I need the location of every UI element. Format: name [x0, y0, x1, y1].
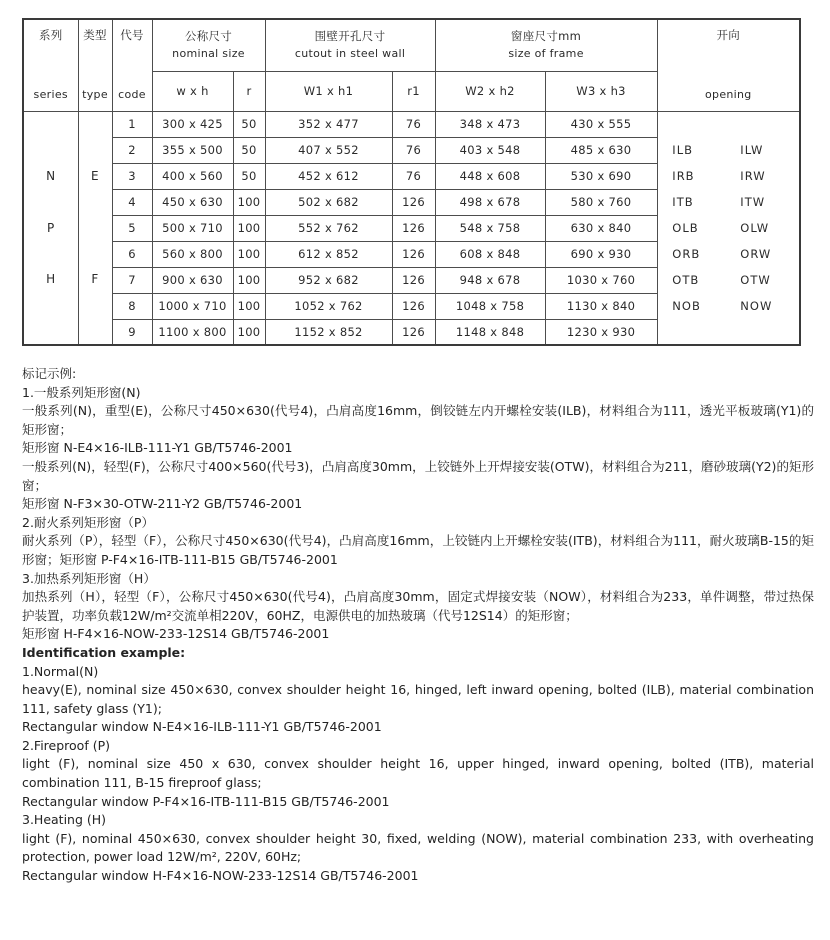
opening-codes-grid — [658, 137, 800, 319]
r1-cell: 126 — [392, 241, 435, 267]
wh-cell: 500 x 710 — [152, 215, 233, 241]
opening-code: IRW — [740, 168, 766, 183]
note-section-title: 3.加热系列矩形窗（H） — [22, 570, 156, 586]
wh-cell: 1000 x 710 — [152, 293, 233, 319]
subcol-w2h2: W2 x h2 — [435, 71, 545, 111]
r-cell: 100 — [233, 267, 265, 293]
notes-title-zh: 标记示例: — [22, 366, 77, 381]
r1-cell: 76 — [392, 163, 435, 189]
w2h2-cell: 548 x 758 — [435, 215, 545, 241]
w2h2-cell: 448 x 608 — [435, 163, 545, 189]
code-cell: 7 — [112, 267, 152, 293]
w3h3-cell: 580 x 760 — [545, 189, 657, 215]
note-line: 加热系列（H），轻型（F），公称尺寸450×630(代号4)，凸肩高度30mm，固定式焊接安装（NOW），材料组合为233，单件调整，带过热保护装置，功率负载12W/m²交流单相220V，60HZ，电源供电的加热玻璃（代号12S14）的矩形窗； — [22, 589, 814, 623]
opening-code: OTW — [740, 272, 771, 287]
series-n-label: N — [46, 169, 56, 184]
note-line: heavy(E), nominal size 450×630, convex shoulder height 16, hinged, left inward opening, bolted (ILB), material combination 111, safety glass (Y1); — [22, 682, 814, 716]
opening-code: ORW — [740, 246, 772, 261]
r-cell: 100 — [233, 215, 265, 241]
r-cell: 100 — [233, 189, 265, 215]
opening-codes-cell — [657, 111, 800, 345]
opening-code-row — [658, 215, 800, 241]
w1h1-cell: 1152 x 852 — [265, 319, 392, 345]
w1h1-cell: 407 x 552 — [265, 137, 392, 163]
note-line: 一般系列(N)，轻型(F)，公称尺寸400×560(代号3)，凸肩高度30mm，上铰链外上开焊接安装(OTW)，材料组合为211，磨砂玻璃(Y2)的矩形窗； — [22, 458, 814, 493]
opening-header-en: opening — [705, 87, 752, 101]
series-cell — [23, 111, 78, 345]
w3h3-cell: 1230 x 930 — [545, 319, 657, 345]
w2h2-cell: 1048 x 758 — [435, 293, 545, 319]
code-header-zh: 代号 — [120, 27, 144, 42]
opening-code: ILB — [672, 142, 693, 157]
note-line: light (F), nominal 450×630, convex shoulder height 30, fixed, welding (NOW), material combination 233, with overheating protection, power load 12W/m², 220V, 60Hz; — [22, 830, 814, 865]
subcol-wxh: w x h — [152, 71, 233, 111]
table-row — [23, 111, 800, 137]
note-section-title: 1.一般系列矩形窗(N) — [22, 384, 141, 400]
note-designation: Rectangular window N-E4×16-ILB-111-Y1 GB/T5746-2001 — [22, 719, 382, 735]
note-section-title: 2.Fireproof (P) — [22, 737, 110, 753]
nominal-header-zh: 公称尺寸 — [184, 29, 233, 44]
opening-code-row — [658, 163, 800, 189]
note-designation: 矩形窗 H-F4×16-NOW-233-12S14 GB/T5746-2001 — [22, 626, 330, 642]
type-header-zh: 类型 — [83, 27, 107, 42]
opening-code-row — [658, 267, 800, 293]
code-cell: 4 — [112, 189, 152, 215]
nominal-header-en: nominal size — [172, 47, 245, 61]
wh-cell: 300 x 425 — [152, 111, 233, 137]
note-designation: Rectangular window H-F4×16-NOW-233-12S14 GB/T5746-2001 — [22, 868, 419, 884]
col-header-nominal-size — [152, 19, 265, 71]
code-cell: 5 — [112, 215, 152, 241]
subcol-w3h3: W3 x h3 — [545, 71, 657, 111]
header-row-groups — [23, 19, 800, 71]
w3h3-cell: 1030 x 760 — [545, 267, 657, 293]
opening-code: OLB — [672, 220, 699, 235]
col-header-code — [112, 19, 152, 111]
r-cell: 50 — [233, 111, 265, 137]
w1h1-cell: 502 x 682 — [265, 189, 392, 215]
opening-code: OTB — [672, 272, 700, 287]
w3h3-cell: 485 x 630 — [545, 137, 657, 163]
opening-code: NOB — [672, 298, 701, 313]
code-cell: 2 — [112, 137, 152, 163]
opening-code-row — [658, 293, 800, 319]
r1-cell: 126 — [392, 293, 435, 319]
opening-code: ORB — [672, 246, 701, 261]
type-cell — [78, 111, 112, 345]
col-header-opening — [657, 19, 800, 111]
w3h3-cell: 1130 x 840 — [545, 293, 657, 319]
wh-cell: 450 x 630 — [152, 189, 233, 215]
subcol-r1: r1 — [392, 71, 435, 111]
frame-header-en: size of frame — [508, 47, 584, 61]
w2h2-cell: 948 x 678 — [435, 267, 545, 293]
series-header-en: series — [33, 87, 68, 101]
note-section-title: 3.Heating (H) — [22, 812, 107, 828]
notes-title-en: Identification example: — [22, 644, 186, 660]
col-header-series — [23, 19, 78, 111]
subcol-w1h1: W1 x h1 — [265, 71, 392, 111]
r1-cell: 126 — [392, 319, 435, 345]
w1h1-cell: 952 x 682 — [265, 267, 392, 293]
col-header-cutout — [265, 19, 435, 71]
opening-code-row — [658, 189, 800, 215]
note-designation: Rectangular window P-F4×16-ITB-111-B15 GB/T5746-2001 — [22, 793, 390, 809]
w3h3-cell: 630 x 840 — [545, 215, 657, 241]
note-designation: 矩形窗 N-F3×30-OTW-211-Y2 GB/T5746-2001 — [22, 496, 303, 512]
r-cell: 50 — [233, 163, 265, 189]
w1h1-cell: 452 x 612 — [265, 163, 392, 189]
w1h1-cell: 552 x 762 — [265, 215, 392, 241]
r1-cell: 126 — [392, 267, 435, 293]
frame-header-zh: 窗座尺寸mm — [510, 29, 582, 44]
note-line: 一般系列(N)，重型(E)，公称尺寸450×630(代号4)，凸肩高度16mm，倒铰链左内开螺栓安装(ILB)，材料组合为111，透光平板玻璃(Y1)的矩形窗； — [22, 403, 814, 437]
w1h1-cell: 352 x 477 — [265, 111, 392, 137]
note-section-title: 1.Normal(N) — [22, 663, 99, 679]
series-header-zh: 系列 — [38, 27, 63, 42]
wh-cell: 1100 x 800 — [152, 319, 233, 345]
w2h2-cell: 608 x 848 — [435, 241, 545, 267]
code-cell: 8 — [112, 293, 152, 319]
w3h3-cell: 530 x 690 — [545, 163, 657, 189]
type-f-label: F — [91, 272, 99, 287]
opening-code-row — [658, 241, 800, 267]
r-cell: 100 — [233, 319, 265, 345]
r1-cell: 126 — [392, 215, 435, 241]
col-header-frame-size — [435, 19, 657, 71]
opening-code: ITB — [672, 194, 694, 209]
note-section-title: 2.耐火系列矩形窗（P） — [22, 514, 154, 530]
note-line: 耐火系列（P），轻型（F），公称尺寸450×630(代号4)，凸肩高度16mm，上铰链内上开螺栓安装(ITB)，材料组合为111，耐火玻璃B-15的矩形窗；矩形窗 P-F4×16-ITB-111-B15 GB/T5746-2001 — [22, 533, 814, 567]
series-p-label: P — [46, 220, 55, 235]
type-header-en: type — [82, 87, 108, 101]
type-e-label: E — [91, 169, 99, 184]
window-spec-table — [22, 18, 801, 346]
col-header-type — [78, 19, 112, 111]
w2h2-cell: 348 x 473 — [435, 111, 545, 137]
r1-cell: 76 — [392, 137, 435, 163]
r-cell: 100 — [233, 293, 265, 319]
opening-code: ILW — [740, 142, 764, 157]
opening-code: OLW — [740, 220, 770, 235]
r1-cell: 76 — [392, 111, 435, 137]
subcol-r: r — [233, 71, 265, 111]
code-cell: 6 — [112, 241, 152, 267]
cutout-header-en: cutout in steel wall — [294, 47, 406, 61]
w3h3-cell: 430 x 555 — [545, 111, 657, 137]
opening-code: NOW — [740, 298, 773, 313]
opening-header-zh: 开向 — [716, 27, 741, 42]
w1h1-cell: 612 x 852 — [265, 241, 392, 267]
notes-section — [22, 365, 814, 886]
note-designation: 矩形窗 N-E4×16-ILB-111-Y1 GB/T5746-2001 — [22, 440, 293, 456]
cutout-header-zh: 围壁开孔尺寸 — [314, 29, 386, 44]
wh-cell: 400 x 560 — [152, 163, 233, 189]
opening-code: IRB — [672, 168, 695, 183]
wh-cell: 900 x 630 — [152, 267, 233, 293]
w3h3-cell: 690 x 930 — [545, 241, 657, 267]
code-cell: 1 — [112, 111, 152, 137]
wh-cell: 355 x 500 — [152, 137, 233, 163]
code-header-en: code — [118, 87, 146, 101]
w2h2-cell: 1148 x 848 — [435, 319, 545, 345]
w1h1-cell: 1052 x 762 — [265, 293, 392, 319]
opening-code-row — [658, 137, 800, 163]
opening-code: ITW — [740, 194, 766, 209]
code-cell: 3 — [112, 163, 152, 189]
series-h-label: H — [46, 272, 56, 287]
w2h2-cell: 403 x 548 — [435, 137, 545, 163]
wh-cell: 560 x 800 — [152, 241, 233, 267]
r-cell: 100 — [233, 241, 265, 267]
w2h2-cell: 498 x 678 — [435, 189, 545, 215]
r-cell: 50 — [233, 137, 265, 163]
note-line: light (F), nominal size 450 x 630, convex shoulder height 16, upper hinged, inward opening, bolted (ITB), material combination 111, B-15 fireproof glass; — [22, 756, 814, 791]
r1-cell: 126 — [392, 189, 435, 215]
code-cell: 9 — [112, 319, 152, 345]
